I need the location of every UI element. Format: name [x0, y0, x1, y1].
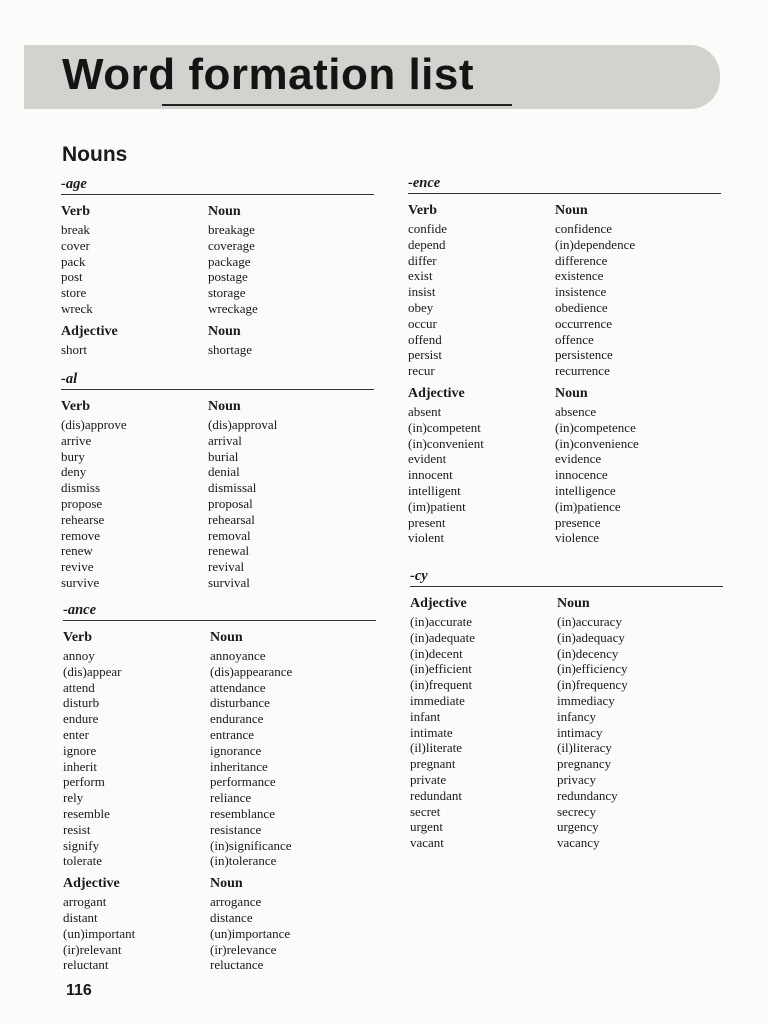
base-word: (im)patient [408, 498, 466, 514]
base-word: private [410, 771, 447, 787]
column-header-source: Adjective [63, 876, 120, 892]
noun-form: (in)efficiency [557, 661, 628, 677]
base-word: dismiss [61, 480, 101, 496]
word-row [61, 285, 374, 301]
section-ance [63, 602, 376, 973]
base-word: post [61, 269, 83, 285]
word-row [61, 575, 374, 591]
noun-form: urgency [557, 819, 599, 835]
noun-form: privacy [557, 771, 596, 787]
word-row [61, 254, 374, 270]
column-header-source: Verb [408, 203, 438, 218]
base-word: renew [61, 543, 93, 559]
word-table [61, 203, 374, 317]
word-row [408, 451, 721, 467]
word-row [408, 499, 721, 515]
noun-form: reluctance [210, 957, 264, 973]
base-word: redundant [410, 787, 462, 803]
base-word: resist [63, 821, 91, 837]
base-word: obey [408, 299, 434, 315]
base-word: intelligent [408, 482, 461, 498]
word-row [408, 363, 721, 379]
base-word: (in)efficient [410, 661, 472, 677]
base-word: vacant [410, 835, 444, 851]
word-row [61, 238, 374, 254]
word-row [408, 253, 721, 269]
noun-form: arrival [208, 432, 242, 448]
noun-form: redundancy [557, 787, 618, 803]
noun-form: (in)accuracy [557, 614, 622, 629]
section-heading-nouns: Nouns [62, 143, 128, 166]
noun-form: (in)competence [555, 419, 636, 435]
base-word: distant [63, 909, 98, 925]
column-header-row [61, 398, 374, 416]
word-row [410, 740, 723, 756]
base-word: (il)literate [410, 740, 462, 756]
word-table [61, 323, 374, 358]
noun-form: (im)patience [555, 498, 621, 514]
noun-form: (in)adequacy [557, 629, 625, 645]
base-word: evident [408, 451, 447, 467]
noun-form: burial [208, 448, 239, 464]
word-row [408, 483, 721, 499]
base-word: tolerate [63, 853, 102, 869]
noun-form: offence [555, 331, 594, 347]
base-word: (in)accurate [410, 614, 473, 629]
word-row [408, 332, 721, 348]
base-word: short [61, 341, 87, 357]
word-row [410, 693, 723, 709]
noun-form: endurance [210, 711, 264, 727]
word-row [63, 759, 376, 775]
word-row [410, 788, 723, 804]
noun-form: removal [208, 527, 251, 543]
noun-form: infancy [557, 708, 596, 724]
base-word: urgent [410, 819, 443, 835]
word-row [61, 543, 374, 559]
noun-form: annoyance [210, 648, 266, 663]
noun-form: (dis)appearance [210, 663, 293, 679]
noun-form: renewal [208, 543, 250, 559]
word-row [408, 268, 721, 284]
base-word: inherit [63, 758, 97, 774]
word-row [408, 467, 721, 483]
column-header-noun: Noun [557, 596, 590, 611]
noun-form: revival [208, 559, 245, 575]
base-word: (in)adequate [410, 629, 475, 645]
noun-form: evidence [555, 451, 602, 467]
word-row [408, 284, 721, 300]
column-header-source: Verb [61, 204, 91, 219]
noun-form: package [208, 253, 251, 269]
word-table [408, 202, 721, 379]
base-word: disturb [63, 695, 100, 711]
noun-form: resistance [210, 821, 262, 837]
suffix-heading: -ence [408, 175, 721, 194]
base-word: (in)decent [410, 645, 463, 661]
word-row [61, 301, 374, 317]
word-row [408, 404, 721, 420]
noun-form: breakage [208, 222, 255, 237]
word-row [63, 853, 376, 869]
word-row [63, 910, 376, 926]
word-row [408, 530, 721, 546]
word-row [61, 269, 374, 285]
column-header-source: Verb [63, 630, 93, 645]
column-header-row [408, 202, 721, 220]
base-word: endure [63, 711, 99, 727]
noun-form: intimacy [557, 724, 603, 740]
word-row [63, 743, 376, 759]
noun-form: (in)significance [210, 837, 292, 853]
suffix-heading: -age [61, 176, 374, 195]
noun-form: survival [208, 574, 250, 590]
noun-form: proposal [208, 495, 253, 511]
noun-form: (un)importance [210, 925, 291, 941]
word-row [410, 804, 723, 820]
noun-form: violence [555, 530, 600, 546]
base-word: survive [61, 574, 100, 590]
noun-form: storage [208, 285, 246, 301]
column-header-noun: Noun [555, 203, 588, 218]
base-word: pregnant [410, 756, 456, 772]
word-row [63, 774, 376, 790]
noun-form: persistence [555, 347, 613, 363]
base-word: rehearse [61, 511, 105, 527]
column-header-noun: Noun [208, 323, 241, 339]
base-word: arrogant [63, 894, 107, 910]
word-row [63, 664, 376, 680]
page-title: Word formation list [62, 50, 475, 99]
column-header-row [410, 595, 723, 613]
base-word: present [408, 514, 446, 530]
word-table [63, 875, 376, 973]
noun-form: inheritance [210, 758, 268, 774]
word-row [410, 614, 723, 630]
noun-form: secrecy [557, 803, 596, 819]
base-word: rely [63, 790, 84, 806]
word-row [408, 436, 721, 452]
word-row [63, 822, 376, 838]
base-word: deny [61, 464, 87, 480]
noun-form: shortage [208, 341, 253, 357]
word-row [410, 725, 723, 741]
noun-form: difference [555, 252, 608, 268]
noun-form: (ir)relevance [210, 941, 277, 957]
suffix-heading: -al [61, 371, 374, 390]
noun-form: postage [208, 269, 248, 285]
noun-form: (in)frequency [557, 677, 628, 693]
noun-form: disturbance [210, 695, 270, 711]
base-word: attend [63, 679, 95, 695]
base-word: enter [63, 726, 89, 742]
noun-form: coverage [208, 237, 255, 253]
word-row [61, 480, 374, 496]
column-header-source: Adjective [61, 323, 118, 339]
base-word: signify [63, 837, 100, 853]
word-row [61, 512, 374, 528]
base-word: arrive [61, 432, 92, 448]
word-row [63, 790, 376, 806]
word-row [63, 894, 376, 910]
column-header-source: Adjective [410, 596, 467, 611]
page-number: 116 [66, 982, 92, 999]
base-word: differ [408, 252, 437, 268]
word-row [63, 727, 376, 743]
noun-form: (il)literacy [557, 740, 612, 756]
column-header-row [63, 875, 376, 893]
noun-form: (dis)approval [208, 417, 278, 432]
word-row [410, 835, 723, 851]
word-row [63, 711, 376, 727]
base-word: perform [63, 774, 105, 790]
base-word: (dis)approve [61, 417, 127, 432]
noun-form: denial [208, 464, 240, 480]
word-row [61, 449, 374, 465]
word-row [63, 695, 376, 711]
base-word: propose [61, 495, 103, 511]
word-row [63, 680, 376, 696]
word-row [63, 648, 376, 664]
word-row [410, 661, 723, 677]
word-row [408, 237, 721, 253]
noun-form: occurrence [555, 315, 613, 331]
noun-form: recurrence [555, 363, 610, 379]
noun-form: confidence [555, 221, 613, 236]
word-row [410, 819, 723, 835]
noun-form: dismissal [208, 480, 257, 496]
column-header-noun: Noun [208, 399, 241, 414]
column-header-row [63, 629, 376, 647]
base-word: (un)important [63, 925, 136, 941]
column-header-row [61, 323, 374, 341]
base-word: revive [61, 559, 94, 575]
noun-form: intelligence [555, 482, 616, 498]
base-word: offend [408, 331, 442, 347]
base-word: pack [61, 253, 86, 269]
suffix-heading: -ance [63, 602, 376, 621]
column-header-noun: Noun [208, 204, 241, 219]
base-word: depend [408, 236, 446, 252]
base-word: violent [408, 530, 445, 546]
noun-form: insistence [555, 284, 607, 300]
noun-form: innocence [555, 467, 608, 483]
base-word: ignore [63, 742, 97, 758]
noun-form: distance [210, 909, 253, 925]
word-row [61, 342, 374, 358]
word-row [61, 222, 374, 238]
base-word: bury [61, 448, 85, 464]
noun-form: (in)convenience [555, 435, 639, 451]
word-row [408, 515, 721, 531]
section-ence [408, 175, 721, 546]
column-header-noun: Noun [210, 630, 243, 645]
column-header-noun: Noun [555, 385, 588, 401]
noun-form: pregnancy [557, 756, 612, 772]
word-row [408, 347, 721, 363]
noun-form: resemblance [210, 805, 275, 821]
noun-form: rehearsal [208, 511, 255, 527]
base-word: (in)convenient [408, 435, 484, 451]
column-header-source: Adjective [408, 385, 465, 401]
noun-form: reliance [210, 790, 252, 806]
base-word: break [61, 222, 90, 237]
word-row [410, 709, 723, 725]
word-row [61, 496, 374, 512]
word-row [410, 646, 723, 662]
word-row [63, 942, 376, 958]
word-row [410, 756, 723, 772]
column-header-noun: Noun [210, 876, 243, 892]
section-cy [410, 568, 723, 851]
noun-form: arrogance [210, 894, 262, 910]
word-row [61, 559, 374, 575]
base-word: secret [410, 803, 441, 819]
base-word: cover [61, 237, 90, 253]
column-header-source: Verb [61, 399, 91, 414]
word-row [63, 806, 376, 822]
base-word: occur [408, 315, 437, 331]
base-word: innocent [408, 467, 453, 483]
base-word: insist [408, 284, 436, 300]
section-al [61, 371, 374, 591]
column-header-row [61, 203, 374, 221]
word-row [61, 464, 374, 480]
base-word: (dis)appear [63, 663, 122, 679]
base-word: annoy [63, 648, 95, 663]
word-row [410, 772, 723, 788]
base-word: store [61, 285, 87, 301]
base-word: (in)frequent [410, 677, 473, 693]
base-word: infant [410, 708, 441, 724]
base-word: remove [61, 527, 100, 543]
noun-form: obedience [555, 299, 608, 315]
word-row [408, 221, 721, 237]
noun-form: attendance [210, 679, 266, 695]
word-row [61, 433, 374, 449]
word-table [410, 595, 723, 851]
base-word: absent [408, 403, 442, 419]
noun-form: presence [555, 514, 601, 530]
word-row [63, 957, 376, 973]
base-word: (in)competent [408, 419, 481, 435]
base-word: reluctant [63, 957, 109, 973]
base-word: exist [408, 268, 433, 284]
noun-form: performance [210, 774, 276, 790]
noun-form: (in)tolerance [210, 853, 277, 869]
noun-form: (in)dependence [555, 236, 636, 252]
word-row [410, 630, 723, 646]
noun-form: absence [555, 403, 597, 419]
base-word: confide [408, 221, 447, 236]
noun-form: entrance [210, 726, 255, 742]
suffix-heading: -cy [410, 568, 723, 587]
word-table [63, 629, 376, 869]
word-row [63, 926, 376, 942]
noun-form: existence [555, 268, 604, 284]
title-underline [162, 104, 512, 106]
base-word: immediate [410, 692, 465, 708]
word-table [408, 385, 721, 546]
word-row [61, 528, 374, 544]
base-word: intimate [410, 724, 453, 740]
noun-form: immediacy [557, 692, 615, 708]
base-word: resemble [63, 805, 110, 821]
section-age [61, 176, 374, 358]
word-row [408, 300, 721, 316]
word-row [61, 417, 374, 433]
noun-form: (in)decency [557, 645, 619, 661]
noun-form: wreckage [208, 300, 258, 316]
noun-form: vacancy [557, 835, 600, 851]
word-row [408, 316, 721, 332]
word-table [61, 398, 374, 591]
word-row [408, 420, 721, 436]
base-word: recur [408, 363, 435, 379]
column-header-row [408, 385, 721, 403]
base-word: persist [408, 347, 442, 363]
base-word: wreck [61, 300, 93, 316]
word-row [63, 838, 376, 854]
word-row [410, 677, 723, 693]
base-word: (ir)relevant [63, 941, 122, 957]
noun-form: ignorance [210, 742, 262, 758]
